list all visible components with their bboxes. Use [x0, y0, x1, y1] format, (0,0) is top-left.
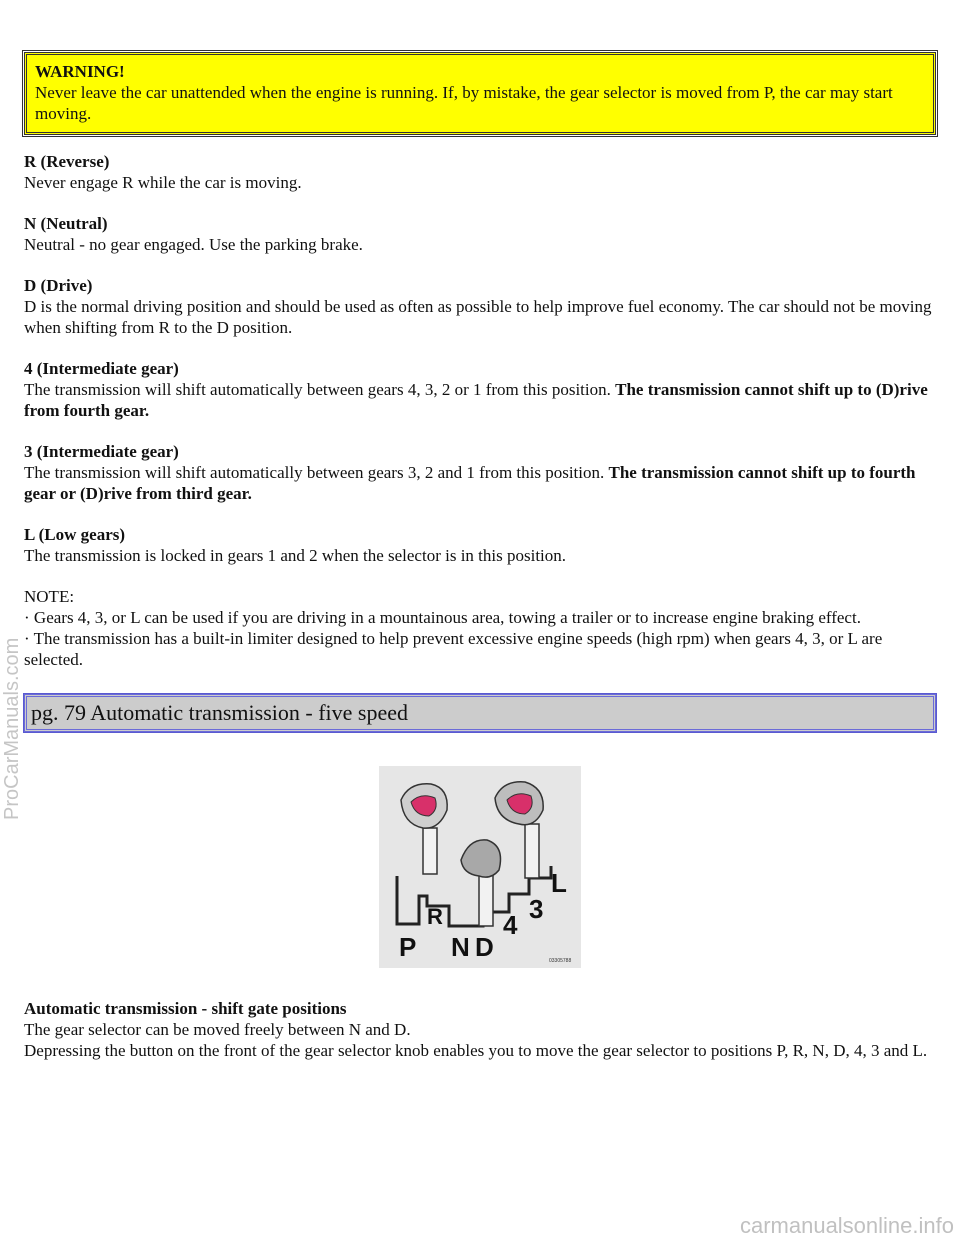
section-third-gear	[24, 441, 936, 504]
section-drive	[24, 275, 936, 338]
note-item: · Gears 4, 3, or L can be used if you are driving in a mountainous area, towing a trailer or to increase engine braking effect.	[24, 608, 861, 627]
gear-label-3: 3	[529, 894, 544, 924]
gear-label-r: R	[427, 904, 443, 929]
section-text: Neutral - no gear engaged. Use the parking brake.	[24, 235, 363, 254]
section-fourth-gear	[24, 358, 936, 421]
warning-text: Never leave the car unattended when the engine is running. If, by mistake, the gear selector is moved from P, the car may start moving.	[35, 83, 893, 123]
warning-box	[24, 52, 936, 135]
section-text: D is the normal driving position and should be used as often as possible to help improve fuel economy. The car should not be moving when shifting from R to the D position.	[24, 297, 932, 337]
section-text	[24, 379, 936, 421]
section-heading: D (Drive)	[24, 276, 93, 295]
warning-title: WARNING!	[35, 62, 125, 81]
section-heading: R (Reverse)	[24, 152, 110, 171]
note-section	[24, 586, 936, 670]
gear-label-n: N	[451, 932, 470, 962]
section-text	[24, 462, 936, 504]
note-title: NOTE:	[24, 587, 75, 606]
shift-line-1: The gear selector can be moved freely between N and D.	[24, 1020, 411, 1039]
page-heading: pg. 79 Automatic transmission - five speed	[24, 694, 936, 732]
section-neutral	[24, 213, 936, 255]
shift-gate-section	[24, 998, 936, 1061]
gear-label-p: P	[399, 932, 417, 962]
section-heading: N (Neutral)	[24, 214, 108, 233]
section-low-gears	[24, 524, 936, 566]
section-heading: 4 (Intermediate gear)	[24, 359, 179, 378]
side-watermark-text: ProCarManuals.com	[1, 637, 23, 820]
section-reverse	[24, 151, 936, 193]
shift-gate-illustration	[379, 766, 581, 968]
section-text-bold: The transmission cannot shift up to fourth gear or (D)rive from third gear.	[24, 463, 916, 503]
bottom-watermark: carmanualsonline.info	[739, 1213, 954, 1238]
shift-heading: Automatic transmission - shift gate positions	[24, 999, 347, 1018]
section-heading: 3 (Intermediate gear)	[24, 442, 179, 461]
section-text-plain: The transmission will shift automatically between gears 3, 2 and 1 from this position.	[24, 463, 609, 482]
gear-label-4: 4	[503, 910, 518, 940]
manual-page	[24, 52, 936, 1061]
side-watermark	[2, 520, 24, 820]
section-text-plain: The transmission will shift automatically between gears 4, 3, 2 or 1 from this position.	[24, 380, 616, 399]
section-heading: L (Low gears)	[24, 525, 126, 544]
shift-line-2: Depressing the button on the front of the gear selector knob enables you to move the gear selector to positions P, R, N, D, 4, 3 and L.	[24, 1041, 928, 1060]
gear-label-l: L	[551, 868, 567, 898]
section-text-bold: The transmission cannot shift up to (D)rive from fourth gear.	[24, 380, 928, 420]
gear-label-d: D	[475, 932, 494, 962]
section-text: The transmission is locked in gears 1 and 2 when the selector is in this position.	[24, 546, 567, 565]
figure-code: 03305788	[549, 958, 572, 964]
section-text: Never engage R while the car is moving.	[24, 173, 302, 192]
note-item: · The transmission has a built-in limiter designed to help prevent excessive engine speeds (high rpm) when gears 4, 3, or L are selected.	[24, 629, 883, 669]
